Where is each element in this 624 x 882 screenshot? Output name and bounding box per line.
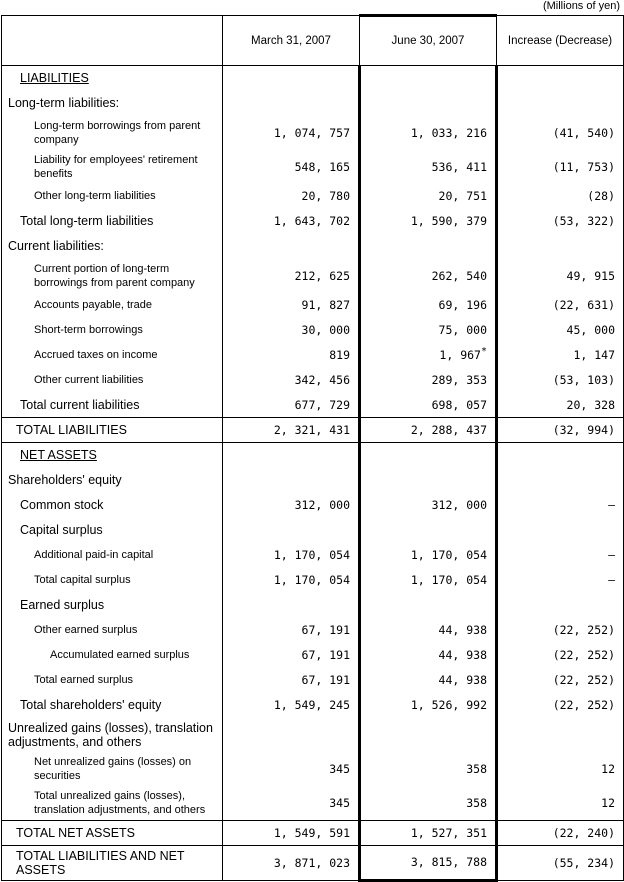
row-label: TOTAL NET ASSETS — [16, 825, 136, 840]
row-value-march-cell — [223, 368, 360, 393]
row-value-increase-cell — [497, 543, 624, 568]
header-cell-label — [2, 16, 223, 66]
row-value-march: 3, 871, 023 — [273, 855, 350, 870]
row-label-cell — [2, 318, 223, 343]
row-value-increase-cell — [497, 752, 624, 786]
row-value-june-cell — [360, 493, 497, 518]
row-label: Total capital surplus — [34, 574, 131, 586]
row-value-june-cell — [360, 343, 497, 368]
row-label-cell — [2, 845, 223, 880]
row-value-march: 312, 000 — [294, 498, 350, 512]
row-value-march-cell — [223, 443, 360, 468]
row-value-june: 536, 411 — [431, 159, 487, 174]
row-value-increase: 20, 328 — [566, 397, 615, 412]
row-label-cell — [2, 786, 223, 821]
row-value-increase-cell — [497, 393, 624, 418]
table-row — [2, 643, 624, 668]
row-value-increase: (22, 252) — [552, 623, 615, 637]
table-row — [2, 693, 624, 718]
table-row — [2, 293, 624, 318]
row-label-cell — [2, 468, 223, 493]
row-label: Additional paid-in capital — [34, 549, 154, 561]
row-value-march-cell — [223, 820, 360, 845]
row-value-increase-cell — [497, 368, 624, 393]
row-value-increase-cell — [497, 786, 624, 821]
row-value-march: 1, 074, 757 — [273, 125, 350, 140]
table-row — [2, 786, 624, 821]
row-value-june-cell — [360, 184, 497, 209]
row-value-march-cell — [223, 543, 360, 568]
row-label: Short-term borrowings — [34, 324, 143, 336]
row-value-march: 67, 191 — [301, 673, 350, 687]
row-value-march-cell — [223, 343, 360, 368]
row-value-march-cell — [223, 718, 360, 752]
row-value-increase-cell — [497, 820, 624, 845]
row-value-june-cell — [360, 259, 497, 293]
row-value-increase: (11, 753) — [552, 159, 615, 174]
row-label-cell — [2, 518, 223, 543]
row-label: Liability for employees' retirement benefits — [34, 153, 198, 180]
row-value-june: 358 — [466, 795, 487, 810]
row-value-increase-cell — [497, 150, 624, 184]
row-value-increase-cell — [497, 693, 624, 718]
table-header — [2, 16, 624, 66]
row-value-june: 44, 938 — [438, 623, 487, 637]
row-value-increase: 1, 147 — [573, 348, 615, 362]
row-value-increase-cell — [497, 493, 624, 518]
row-label: TOTAL LIABILITIES AND NET ASSETS — [16, 848, 185, 877]
row-label-cell — [2, 752, 223, 786]
row-label-cell — [2, 116, 223, 150]
header-cell-june: June 30, 2007 — [360, 16, 497, 66]
row-value-march: 1, 549, 591 — [273, 825, 350, 840]
row-label: Long-term liabilities: — [8, 96, 120, 110]
row-value-march: 1, 170, 054 — [273, 548, 350, 562]
row-value-increase: (53, 103) — [552, 373, 615, 387]
row-value-june-cell — [360, 368, 497, 393]
row-label: Accounts payable, trade — [34, 299, 153, 311]
row-label-cell — [2, 668, 223, 693]
row-value-increase: – — [608, 573, 615, 587]
row-value-increase-cell — [497, 668, 624, 693]
table-row — [2, 393, 624, 418]
row-value-march-cell — [223, 259, 360, 293]
row-value-increase-cell — [497, 643, 624, 668]
row-value-increase-cell — [497, 184, 624, 209]
table-row — [2, 668, 624, 693]
row-label: Shareholders' equity — [8, 473, 122, 487]
row-value-march: 1, 170, 054 — [273, 573, 350, 587]
row-value-june-cell — [360, 543, 497, 568]
row-value-june-cell — [360, 568, 497, 593]
row-label: Current portion of long-term borrowings from parent company — [34, 262, 195, 289]
row-value-increase: 45, 000 — [566, 323, 615, 337]
row-value-increase-cell — [497, 209, 624, 234]
row-value-march: 819 — [329, 348, 350, 362]
row-label-cell — [2, 443, 223, 468]
row-value-increase: (41, 540) — [552, 125, 615, 140]
row-label: Other earned surplus — [34, 624, 138, 636]
row-value-march-cell — [223, 693, 360, 718]
row-value-june-cell — [360, 209, 497, 234]
row-value-increase: (22, 240) — [552, 825, 615, 840]
row-value-june: 1, 527, 351 — [410, 825, 487, 840]
row-value-march: 1, 549, 245 — [273, 698, 350, 712]
row-value-june-cell — [360, 718, 497, 752]
table-row — [2, 368, 624, 393]
row-value-march: 91, 827 — [301, 298, 350, 312]
row-value-increase-cell — [497, 91, 624, 116]
row-label: Total unrealized gains (losses), translation adjustments, and others — [34, 789, 206, 816]
row-label-cell — [2, 343, 223, 368]
row-value-march-cell — [223, 668, 360, 693]
table-row — [2, 116, 624, 150]
row-label-cell — [2, 418, 223, 443]
row-label: Long-term borrowings from parent company — [34, 119, 201, 146]
row-value-june: 289, 353 — [431, 373, 487, 387]
row-label-cell — [2, 568, 223, 593]
row-label-cell — [2, 593, 223, 618]
row-label-cell — [2, 293, 223, 318]
table-row — [2, 209, 624, 234]
row-value-march-cell — [223, 66, 360, 91]
table-row — [2, 568, 624, 593]
row-label: Other long-term liabilities — [34, 190, 156, 202]
table-row — [2, 543, 624, 568]
row-value-march: 30, 000 — [301, 323, 350, 337]
header-cell-increase: Increase (Decrease) — [497, 16, 624, 66]
units-note: (Millions of yen) — [542, 0, 620, 12]
row-value-june-cell — [360, 845, 497, 880]
row-value-june-cell — [360, 518, 497, 543]
row-label-cell — [2, 209, 223, 234]
row-value-march-cell — [223, 786, 360, 821]
row-value-march: 20, 780 — [301, 189, 350, 203]
row-value-march-cell — [223, 393, 360, 418]
row-value-june: 1, 526, 992 — [410, 698, 487, 712]
row-value-june-cell — [360, 318, 497, 343]
row-label-cell — [2, 543, 223, 568]
row-value-march: 345 — [329, 761, 350, 776]
row-label-cell — [2, 693, 223, 718]
row-value-june-cell — [360, 593, 497, 618]
row-value-march-cell — [223, 293, 360, 318]
header-cell-march: March 31, 2007 — [223, 16, 360, 66]
row-value-june-cell — [360, 234, 497, 259]
row-label: Earned surplus — [20, 598, 105, 612]
row-value-june: 1, 170, 054 — [410, 573, 487, 587]
row-value-march: 345 — [329, 795, 350, 810]
row-value-increase: 49, 915 — [566, 268, 615, 283]
row-value-june-cell — [360, 468, 497, 493]
row-value-increase-cell — [497, 518, 624, 543]
row-label-cell — [2, 820, 223, 845]
row-label-cell — [2, 91, 223, 116]
table-row — [2, 493, 624, 518]
row-value-june-cell — [360, 786, 497, 821]
row-value-march-cell — [223, 493, 360, 518]
row-value-march-cell — [223, 318, 360, 343]
row-value-march-cell — [223, 518, 360, 543]
row-value-increase-cell — [497, 618, 624, 643]
row-label: NET ASSETS — [20, 448, 97, 463]
row-value-increase: (28) — [587, 189, 615, 203]
table-row — [2, 418, 624, 443]
row-value-june: 1, 590, 379 — [410, 214, 487, 228]
row-value-march-cell — [223, 845, 360, 880]
table-row — [2, 752, 624, 786]
row-value-june-cell — [360, 116, 497, 150]
row-label-cell — [2, 718, 223, 752]
row-value-march-cell — [223, 418, 360, 443]
row-value-march: 1, 643, 702 — [273, 214, 350, 228]
row-label-cell — [2, 368, 223, 393]
table-row — [2, 618, 624, 643]
row-value-increase-cell — [497, 318, 624, 343]
table-row — [2, 443, 624, 468]
row-value-june: 20, 751 — [438, 189, 487, 203]
row-label-cell — [2, 150, 223, 184]
row-label: Total long-term liabilities — [20, 214, 154, 228]
row-value-march: 2, 321, 431 — [273, 423, 350, 437]
row-value-june: 698, 057 — [431, 397, 487, 412]
row-value-march-cell — [223, 150, 360, 184]
table-row — [2, 718, 624, 752]
table-row — [2, 66, 624, 91]
row-label: Other current liabilities — [34, 374, 144, 386]
row-value-march-cell — [223, 184, 360, 209]
row-label: Net unrealized gains (losses) on securities — [34, 755, 192, 782]
row-value-increase: (22, 631) — [552, 298, 615, 312]
row-value-june: 69, 196 — [438, 298, 487, 312]
row-value-march: 548, 165 — [294, 159, 350, 174]
row-value-june: 44, 938 — [438, 648, 487, 662]
row-value-increase-cell — [497, 116, 624, 150]
footnote-marker: * — [480, 346, 487, 358]
row-value-june-cell — [360, 150, 497, 184]
row-value-increase-cell — [497, 443, 624, 468]
row-value-increase-cell — [497, 845, 624, 880]
row-value-june-cell — [360, 668, 497, 693]
row-value-june-cell — [360, 618, 497, 643]
row-value-march: 342, 456 — [294, 373, 350, 387]
row-value-june: 75, 000 — [438, 323, 487, 337]
row-value-increase-cell — [497, 259, 624, 293]
row-label: Capital surplus — [20, 523, 103, 537]
row-value-june-cell — [360, 66, 497, 91]
row-label: Accumulated earned surplus — [50, 649, 190, 661]
row-value-june: 44, 938 — [438, 673, 487, 687]
row-value-june-cell — [360, 393, 497, 418]
row-label: Current liabilities: — [8, 239, 104, 253]
table-row — [2, 845, 624, 880]
header-row — [2, 16, 624, 66]
row-value-june: 2, 288, 437 — [410, 423, 487, 437]
row-value-increase: (32, 994) — [552, 423, 615, 437]
row-value-june: 1, 967* — [439, 346, 487, 362]
row-label: Total earned surplus — [34, 674, 134, 686]
table-row — [2, 318, 624, 343]
row-label-cell — [2, 66, 223, 91]
row-value-increase: – — [608, 498, 615, 512]
table-row — [2, 150, 624, 184]
row-label-cell — [2, 393, 223, 418]
row-value-increase: (22, 252) — [552, 673, 615, 687]
row-value-march-cell — [223, 116, 360, 150]
row-label-cell — [2, 643, 223, 668]
row-value-increase-cell — [497, 293, 624, 318]
row-value-increase-cell — [497, 66, 624, 91]
row-value-march-cell — [223, 234, 360, 259]
row-value-march-cell — [223, 618, 360, 643]
row-value-june-cell — [360, 643, 497, 668]
row-label: Total current liabilities — [20, 397, 140, 412]
row-value-march-cell — [223, 568, 360, 593]
table-row — [2, 259, 624, 293]
row-value-march-cell — [223, 209, 360, 234]
row-label-cell — [2, 493, 223, 518]
row-value-june-cell — [360, 443, 497, 468]
row-label-cell — [2, 259, 223, 293]
row-value-june: 1, 033, 216 — [410, 125, 487, 140]
row-value-march-cell — [223, 643, 360, 668]
table-row — [2, 593, 624, 618]
row-value-june-cell — [360, 293, 497, 318]
row-label-cell — [2, 184, 223, 209]
table-row — [2, 91, 624, 116]
row-label: LIABILITIES — [20, 71, 89, 86]
row-value-march: 67, 191 — [301, 623, 350, 637]
row-value-increase: (22, 252) — [552, 648, 615, 662]
row-value-march: 212, 625 — [294, 268, 350, 283]
row-label-cell — [2, 618, 223, 643]
row-value-june: 1, 170, 054 — [410, 548, 487, 562]
row-value-june: 3, 815, 788 — [410, 855, 487, 869]
row-value-june-cell — [360, 91, 497, 116]
row-value-june: 312, 000 — [431, 498, 487, 512]
table-body — [2, 66, 624, 881]
table-row — [2, 820, 624, 845]
row-value-increase-cell — [497, 234, 624, 259]
row-value-march-cell — [223, 752, 360, 786]
row-value-increase-cell — [497, 418, 624, 443]
table-row — [2, 184, 624, 209]
row-value-march-cell — [223, 468, 360, 493]
row-value-march: 67, 191 — [301, 648, 350, 662]
row-value-june: 262, 540 — [431, 268, 487, 283]
row-value-increase: (22, 252) — [552, 698, 615, 712]
row-value-increase-cell — [497, 718, 624, 752]
row-value-increase: – — [608, 548, 615, 562]
row-label: Unrealized gains (losses), translation adjustments, and others — [8, 720, 213, 749]
row-label: Accrued taxes on income — [34, 349, 158, 361]
row-value-march-cell — [223, 593, 360, 618]
row-value-june-cell — [360, 820, 497, 845]
row-value-increase: 12 — [601, 795, 615, 810]
table-row — [2, 518, 624, 543]
row-value-increase-cell — [497, 593, 624, 618]
row-value-june: 358 — [466, 761, 487, 776]
balance-sheet-table — [1, 14, 624, 882]
table-row — [2, 343, 624, 368]
row-value-june-cell — [360, 752, 497, 786]
row-value-increase-cell — [497, 343, 624, 368]
row-label-cell — [2, 234, 223, 259]
row-value-june-cell — [360, 693, 497, 718]
row-value-june-cell — [360, 418, 497, 443]
row-value-increase: (53, 322) — [552, 214, 615, 228]
row-value-increase-cell — [497, 568, 624, 593]
row-label: Total shareholders' equity — [20, 698, 162, 712]
row-value-increase-cell — [497, 468, 624, 493]
table-row — [2, 468, 624, 493]
row-value-march-cell — [223, 91, 360, 116]
row-label: TOTAL LIABILITIES — [16, 423, 127, 437]
row-value-march: 677, 729 — [294, 397, 350, 412]
table-row — [2, 234, 624, 259]
row-value-increase: 12 — [601, 761, 615, 776]
row-label: Common stock — [20, 498, 104, 512]
row-value-increase: (55, 234) — [552, 855, 615, 870]
